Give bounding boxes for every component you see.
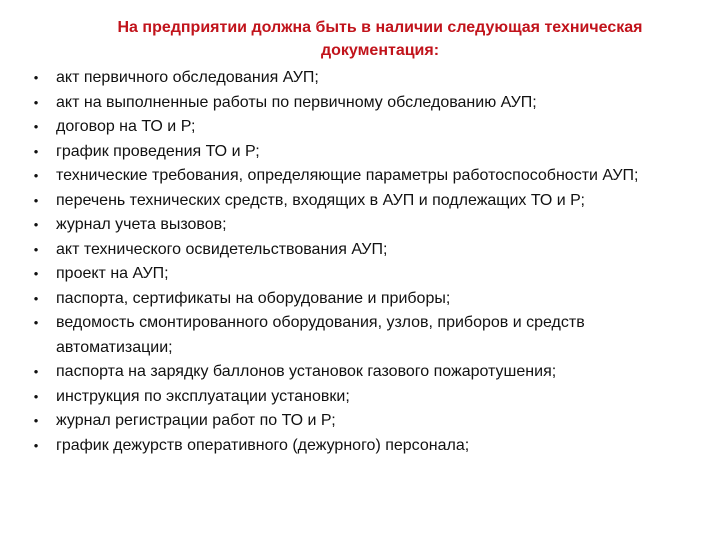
bullet-icon: •	[33, 168, 39, 183]
list-item	[28, 66, 700, 91]
list-item	[28, 140, 700, 165]
list-item	[28, 262, 700, 287]
list-item-text: договор на ТО и Р;	[56, 118, 196, 135]
list-item-text: ведомость смонтированного оборудования, узлов, приборов и средств автоматизации;	[56, 314, 585, 356]
bullet-icon: •	[33, 143, 39, 159]
list-item-text: проект на АУП;	[56, 265, 169, 282]
list-item-text: акт первичного обследования АУП;	[56, 69, 319, 86]
list-item-text: паспорта на зарядку баллонов установок газового пожаротушения;	[56, 363, 557, 380]
list-item	[28, 213, 700, 238]
list-item-text: журнал регистрации работ по ТО и Р;	[56, 412, 336, 429]
list-item	[28, 434, 700, 459]
list-item-text: журнал учета вызовов;	[56, 216, 227, 233]
bullet-icon: •	[33, 94, 39, 110]
bullet-icon: •	[33, 290, 39, 306]
bullet-icon: •	[33, 413, 39, 428]
list-item	[28, 164, 700, 189]
bullet-icon: •	[33, 241, 39, 257]
list-item-text: график проведения ТО и Р;	[56, 142, 260, 160]
list-item-text: акт технического освидетельствования АУП;	[56, 240, 388, 258]
list-item-text: паспорта, сертификаты на оборудование и приборы;	[56, 289, 451, 307]
bullet-icon: •	[33, 266, 39, 281]
bullet-icon: •	[33, 315, 39, 330]
list-item-text: график дежурств оперативного (дежурного) персонала;	[56, 436, 470, 454]
list-item	[28, 115, 700, 140]
bullet-icon: •	[33, 388, 39, 404]
list-item	[28, 189, 700, 214]
bullet-icon: •	[33, 364, 39, 379]
list-item	[28, 91, 700, 116]
list-item	[28, 287, 700, 312]
list-item-text: акт на выполненные работы по первичному обследованию АУП;	[56, 93, 537, 111]
list-item	[28, 409, 700, 434]
bullet-icon: •	[33, 119, 39, 134]
bullet-icon: •	[33, 70, 39, 85]
slide-heading-line-2: документация:	[320, 42, 440, 59]
list-item	[28, 311, 700, 360]
slide-heading	[60, 16, 700, 62]
bullet-icon: •	[33, 192, 39, 208]
bullet-icon: •	[33, 217, 39, 232]
documentation-list	[28, 66, 700, 458]
list-item-text: перечень технических средств, входящих в АУП и подлежащих ТО и Р;	[56, 191, 585, 209]
slide-heading-line-1: На предприятии должна быть в наличии следующая техническая	[117, 19, 643, 36]
bullet-icon: •	[33, 437, 39, 453]
list-item-text: технические требования, определяющие параметры работоспособности АУП;	[56, 167, 639, 184]
list-item	[28, 238, 700, 263]
list-item-text: инструкция по эксплуатации установки;	[56, 387, 350, 405]
list-item	[28, 360, 700, 385]
list-item	[28, 385, 700, 410]
